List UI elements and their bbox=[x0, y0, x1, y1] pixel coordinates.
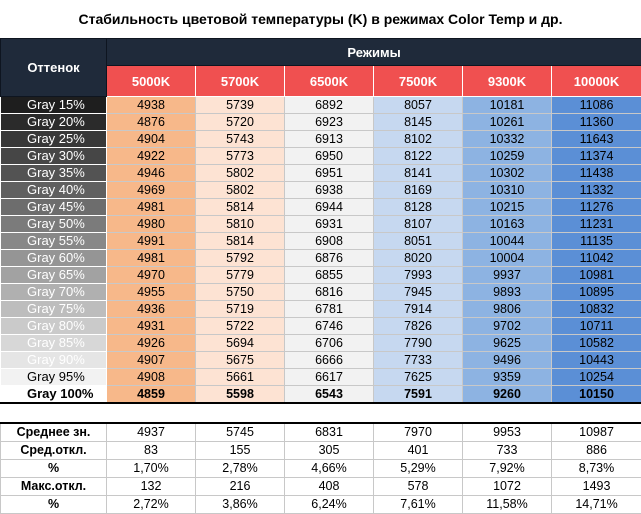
stat-rows bbox=[1, 423, 641, 514]
temperature-cell: 10895 bbox=[552, 284, 641, 301]
temperature-cell: 9496 bbox=[463, 352, 552, 369]
stat-value: 11,58% bbox=[463, 496, 552, 514]
spacer-row bbox=[1, 403, 641, 423]
table-row bbox=[1, 216, 641, 233]
temperature-cell: 4926 bbox=[107, 335, 196, 352]
temperature-cell: 6876 bbox=[285, 250, 374, 267]
temperature-cell: 6931 bbox=[285, 216, 374, 233]
temperature-cell: 10004 bbox=[463, 250, 552, 267]
temperature-cell: 10832 bbox=[552, 301, 641, 318]
mode-header: 9300K bbox=[463, 66, 552, 97]
table-row bbox=[1, 165, 641, 182]
mode-header: 5000K bbox=[107, 66, 196, 97]
temperature-cell: 4938 bbox=[107, 97, 196, 114]
table-row bbox=[1, 233, 641, 250]
temperature-cell: 5743 bbox=[196, 131, 285, 148]
temperature-cell: 10181 bbox=[463, 97, 552, 114]
temperature-cell: 7945 bbox=[374, 284, 463, 301]
stat-value: 305 bbox=[285, 442, 374, 460]
temperature-cell: 6617 bbox=[285, 369, 374, 386]
stat-value: 2,78% bbox=[196, 460, 285, 478]
gray-level-label: Gray 95% bbox=[1, 369, 107, 386]
table-row bbox=[1, 131, 641, 148]
temperature-cell: 5661 bbox=[196, 369, 285, 386]
temperature-cell: 8107 bbox=[374, 216, 463, 233]
temperature-cell: 9937 bbox=[463, 267, 552, 284]
stat-value: 216 bbox=[196, 478, 285, 496]
gray-level-label: Gray 80% bbox=[1, 318, 107, 335]
temperature-cell: 4981 bbox=[107, 199, 196, 216]
temperature-cell: 8057 bbox=[374, 97, 463, 114]
temperature-cell: 5792 bbox=[196, 250, 285, 267]
gray-rows bbox=[1, 97, 641, 404]
stat-value: 7,61% bbox=[374, 496, 463, 514]
stat-value: 7,92% bbox=[463, 460, 552, 478]
temperature-cell: 10332 bbox=[463, 131, 552, 148]
table-row bbox=[1, 284, 641, 301]
table-row bbox=[1, 318, 641, 335]
temperature-cell: 7790 bbox=[374, 335, 463, 352]
stat-label: Среднее зн. bbox=[1, 423, 107, 442]
temperature-cell: 10582 bbox=[552, 335, 641, 352]
table-row bbox=[1, 301, 641, 318]
temperature-cell: 8020 bbox=[374, 250, 463, 267]
table-row bbox=[1, 97, 641, 114]
gray-level-label: Gray 30% bbox=[1, 148, 107, 165]
temperature-cell: 10443 bbox=[552, 352, 641, 369]
gray-level-label: Gray 45% bbox=[1, 199, 107, 216]
stat-value: 5,29% bbox=[374, 460, 463, 478]
table-row bbox=[1, 182, 641, 199]
temperature-cell: 6666 bbox=[285, 352, 374, 369]
temperature-cell: 11135 bbox=[552, 233, 641, 250]
gray-level-label: Gray 20% bbox=[1, 114, 107, 131]
temperature-cell: 11231 bbox=[552, 216, 641, 233]
temperature-cell: 4907 bbox=[107, 352, 196, 369]
temperature-cell: 7591 bbox=[374, 386, 463, 404]
temperature-cell: 8102 bbox=[374, 131, 463, 148]
temperature-cell: 5773 bbox=[196, 148, 285, 165]
temperature-cell: 6706 bbox=[285, 335, 374, 352]
mode-header: 6500K bbox=[285, 66, 374, 97]
temperature-cell: 5675 bbox=[196, 352, 285, 369]
table-title: Стабильность цветовой температуры (K) в режимах Color Temp и др. bbox=[0, 0, 641, 38]
temperature-cell: 4936 bbox=[107, 301, 196, 318]
stat-value: 132 bbox=[107, 478, 196, 496]
temperature-cell: 9625 bbox=[463, 335, 552, 352]
temperature-cell: 8122 bbox=[374, 148, 463, 165]
temperature-cell: 9893 bbox=[463, 284, 552, 301]
stat-row bbox=[1, 460, 641, 478]
temperature-cell: 10310 bbox=[463, 182, 552, 199]
stat-label: % bbox=[1, 496, 107, 514]
stat-value: 1072 bbox=[463, 478, 552, 496]
stat-value: 1493 bbox=[552, 478, 641, 496]
color-temp-table bbox=[0, 38, 641, 514]
temperature-cell: 5598 bbox=[196, 386, 285, 404]
temperature-cell: 8051 bbox=[374, 233, 463, 250]
temperature-cell: 9702 bbox=[463, 318, 552, 335]
mode-header: 7500K bbox=[374, 66, 463, 97]
temperature-cell: 4904 bbox=[107, 131, 196, 148]
temperature-cell: 7733 bbox=[374, 352, 463, 369]
temperature-cell: 10711 bbox=[552, 318, 641, 335]
temperature-cell: 4981 bbox=[107, 250, 196, 267]
temperature-cell: 11042 bbox=[552, 250, 641, 267]
temperature-cell: 11438 bbox=[552, 165, 641, 182]
temperature-cell: 11332 bbox=[552, 182, 641, 199]
temperature-cell: 6543 bbox=[285, 386, 374, 404]
temperature-cell: 6908 bbox=[285, 233, 374, 250]
temperature-cell: 7625 bbox=[374, 369, 463, 386]
gray-level-label: Gray 50% bbox=[1, 216, 107, 233]
mode-header: 5700K bbox=[196, 66, 285, 97]
modes-header: Режимы bbox=[107, 39, 641, 66]
temperature-cell: 6855 bbox=[285, 267, 374, 284]
stat-value: 8,73% bbox=[552, 460, 641, 478]
gray-level-label: Gray 75% bbox=[1, 301, 107, 318]
temperature-cell: 6746 bbox=[285, 318, 374, 335]
temperature-cell: 5739 bbox=[196, 97, 285, 114]
gray-level-label: Gray 40% bbox=[1, 182, 107, 199]
temperature-cell: 5779 bbox=[196, 267, 285, 284]
gray-level-label: Gray 70% bbox=[1, 284, 107, 301]
stat-value: 3,86% bbox=[196, 496, 285, 514]
temperature-cell: 7826 bbox=[374, 318, 463, 335]
temperature-cell: 10150 bbox=[552, 386, 641, 404]
temperature-cell: 11276 bbox=[552, 199, 641, 216]
temperature-cell: 8169 bbox=[374, 182, 463, 199]
temperature-cell: 4980 bbox=[107, 216, 196, 233]
temperature-cell: 6951 bbox=[285, 165, 374, 182]
temperature-cell: 4859 bbox=[107, 386, 196, 404]
stat-value: 6,24% bbox=[285, 496, 374, 514]
temperature-cell: 4922 bbox=[107, 148, 196, 165]
stat-row bbox=[1, 423, 641, 442]
temperature-cell: 5720 bbox=[196, 114, 285, 131]
stat-value: 578 bbox=[374, 478, 463, 496]
temperature-cell: 4970 bbox=[107, 267, 196, 284]
gray-level-label: Gray 35% bbox=[1, 165, 107, 182]
temperature-cell: 6950 bbox=[285, 148, 374, 165]
temperature-cell: 4946 bbox=[107, 165, 196, 182]
temperature-cell: 11374 bbox=[552, 148, 641, 165]
gray-level-label: Gray 60% bbox=[1, 250, 107, 267]
temperature-cell: 11643 bbox=[552, 131, 641, 148]
temperature-cell: 8141 bbox=[374, 165, 463, 182]
temperature-cell: 6781 bbox=[285, 301, 374, 318]
temperature-cell: 10261 bbox=[463, 114, 552, 131]
temperature-cell: 9806 bbox=[463, 301, 552, 318]
gray-level-label: Gray 15% bbox=[1, 97, 107, 114]
temperature-cell: 5814 bbox=[196, 233, 285, 250]
temperature-cell: 5814 bbox=[196, 199, 285, 216]
stat-value: 5745 bbox=[196, 423, 285, 442]
temperature-cell: 5802 bbox=[196, 182, 285, 199]
temperature-cell: 10215 bbox=[463, 199, 552, 216]
table-row bbox=[1, 335, 641, 352]
table-row bbox=[1, 148, 641, 165]
temperature-cell: 11086 bbox=[552, 97, 641, 114]
gray-level-label: Gray 65% bbox=[1, 267, 107, 284]
temperature-cell: 6913 bbox=[285, 131, 374, 148]
temperature-cell: 5750 bbox=[196, 284, 285, 301]
mode-header: 10000K bbox=[552, 66, 641, 97]
temperature-cell: 6892 bbox=[285, 97, 374, 114]
temperature-cell: 5694 bbox=[196, 335, 285, 352]
temperature-cell: 10044 bbox=[463, 233, 552, 250]
temperature-cell: 4991 bbox=[107, 233, 196, 250]
stat-value: 2,72% bbox=[107, 496, 196, 514]
stat-value: 4937 bbox=[107, 423, 196, 442]
stat-value: 733 bbox=[463, 442, 552, 460]
stat-value: 886 bbox=[552, 442, 641, 460]
temperature-cell: 5719 bbox=[196, 301, 285, 318]
stat-value: 10987 bbox=[552, 423, 641, 442]
gray-level-label: Gray 25% bbox=[1, 131, 107, 148]
temperature-cell: 9359 bbox=[463, 369, 552, 386]
temperature-cell: 5722 bbox=[196, 318, 285, 335]
table-row bbox=[1, 250, 641, 267]
stat-value: 14,71% bbox=[552, 496, 641, 514]
temperature-cell: 10981 bbox=[552, 267, 641, 284]
stat-value: 408 bbox=[285, 478, 374, 496]
stat-row bbox=[1, 442, 641, 460]
temperature-cell: 5810 bbox=[196, 216, 285, 233]
stat-row bbox=[1, 478, 641, 496]
stat-value: 83 bbox=[107, 442, 196, 460]
temperature-cell: 4908 bbox=[107, 369, 196, 386]
stat-value: 401 bbox=[374, 442, 463, 460]
stat-label: Сред.откл. bbox=[1, 442, 107, 460]
temperature-cell: 8145 bbox=[374, 114, 463, 131]
temperature-cell: 10254 bbox=[552, 369, 641, 386]
stat-value: 155 bbox=[196, 442, 285, 460]
temperature-cell: 10163 bbox=[463, 216, 552, 233]
stat-value: 6831 bbox=[285, 423, 374, 442]
table-row bbox=[1, 199, 641, 216]
stat-value: 1,70% bbox=[107, 460, 196, 478]
temperature-cell: 6944 bbox=[285, 199, 374, 216]
temperature-cell: 4876 bbox=[107, 114, 196, 131]
temperature-cell: 8128 bbox=[374, 199, 463, 216]
table-row bbox=[1, 352, 641, 369]
temperature-cell: 9260 bbox=[463, 386, 552, 404]
temperature-cell: 7914 bbox=[374, 301, 463, 318]
temperature-cell: 4969 bbox=[107, 182, 196, 199]
temperature-cell: 4931 bbox=[107, 318, 196, 335]
stat-label: % bbox=[1, 460, 107, 478]
gray-level-label: Gray 85% bbox=[1, 335, 107, 352]
temperature-cell: 6816 bbox=[285, 284, 374, 301]
stat-value: 9953 bbox=[463, 423, 552, 442]
temperature-cell: 10259 bbox=[463, 148, 552, 165]
stat-value: 7970 bbox=[374, 423, 463, 442]
table-row bbox=[1, 114, 641, 131]
shade-header: Оттенок bbox=[1, 39, 107, 97]
gray-level-label: Gray 90% bbox=[1, 352, 107, 369]
temperature-cell: 7993 bbox=[374, 267, 463, 284]
temperature-cell: 10302 bbox=[463, 165, 552, 182]
table-row bbox=[1, 267, 641, 284]
gray-level-label: Gray 55% bbox=[1, 233, 107, 250]
stat-label: Макс.откл. bbox=[1, 478, 107, 496]
stat-value: 4,66% bbox=[285, 460, 374, 478]
temperature-cell: 5802 bbox=[196, 165, 285, 182]
temperature-cell: 4955 bbox=[107, 284, 196, 301]
temperature-cell: 6923 bbox=[285, 114, 374, 131]
table-row bbox=[1, 369, 641, 386]
gray-level-label: Gray 100% bbox=[1, 386, 107, 404]
temperature-cell: 6938 bbox=[285, 182, 374, 199]
temperature-cell: 11360 bbox=[552, 114, 641, 131]
table-row bbox=[1, 386, 641, 404]
